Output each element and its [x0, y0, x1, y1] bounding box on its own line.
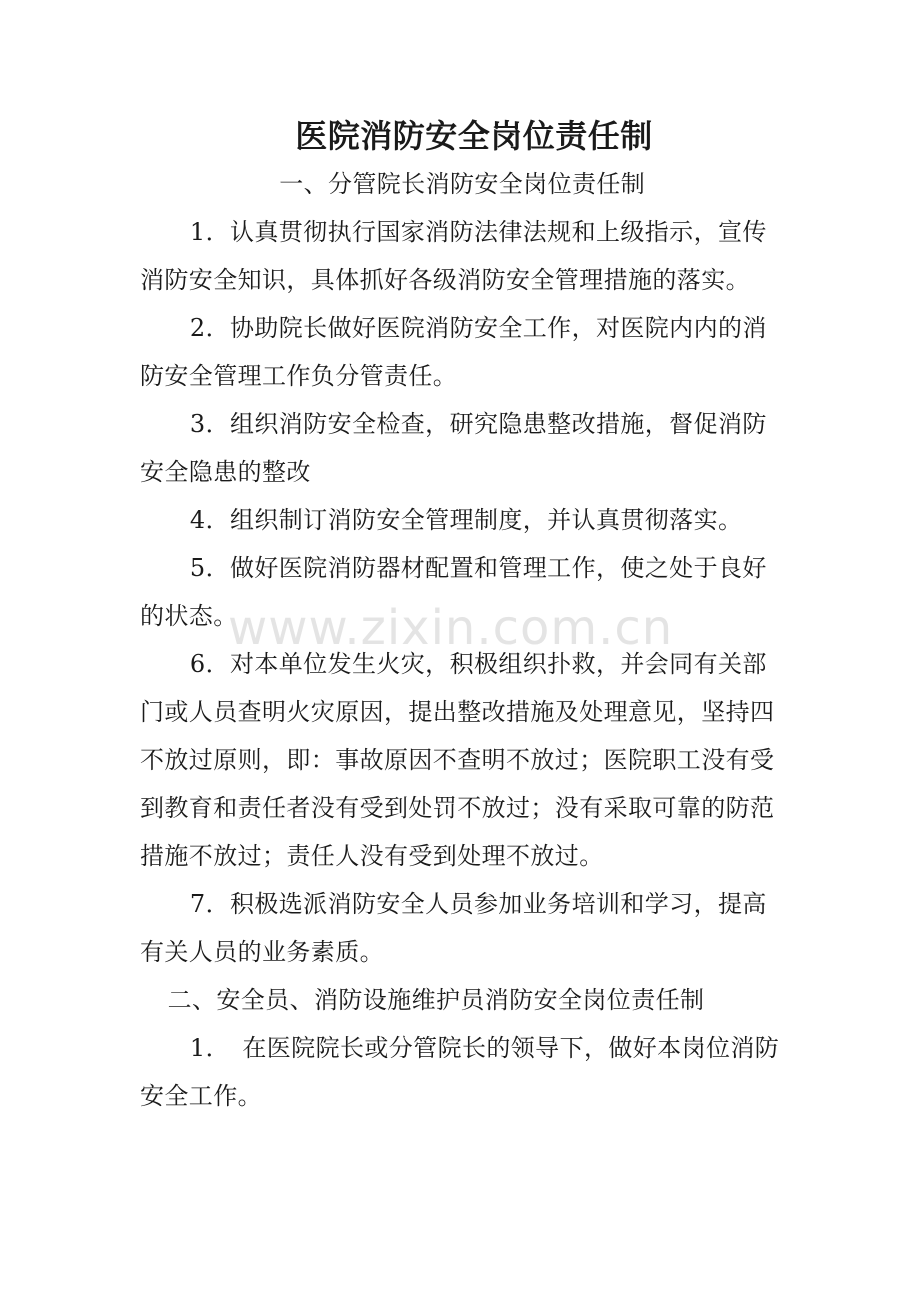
paragraph-3: 3．组织消防安全检查，研究隐患整改措施，督促消防安全隐患的整改 — [140, 410, 767, 486]
paragraph-2: 2．协助院长做好医院消防安全工作，对医院内内的消防安全管理工作负分管责任。 — [140, 314, 767, 390]
paragraph-1: 1．认真贯彻执行国家消防法律法规和上级指示，宣传消防安全知识，具体抓好各级消防安全管理措施的落实。 — [140, 218, 767, 294]
paragraph-8: 1． 在医院院长或分管院长的领导下，做好本岗位消防安全工作。 — [140, 1034, 780, 1110]
paragraph-4: 4．组织制订消防安全管理制度，并认真贯彻落实。 — [189, 506, 743, 534]
document-title: 医院消防安全岗位责任制 — [295, 117, 653, 155]
paragraph-7: 7．积极选派消防安全人员参加业务培训和学习，提高有关人员的业务素质。 — [140, 890, 767, 966]
paragraph-6: 6．对本单位发生火灾，积极组织扑救，并会同有关部门或人员查明火灾原因，提出整改措施及处理意见，坚持四不放过原则，即：事故原因不查明不放过；医院职工没有受到教育和责任者没有受到处罚不放过；没有采取可靠的防范措施不放过；责任人没有受到处理不放过。 — [140, 650, 775, 870]
section-heading-2: 二、安全员、消防设施维护员消防安全岗位责任制 — [167, 986, 705, 1014]
paragraph-5: 5．做好医院消防器材配置和管理工作，使之处于良好的状态。 — [140, 554, 767, 630]
section-heading-1: 一、分管院长消防安全岗位责任制 — [279, 170, 646, 198]
watermark: www.zixin.com.cn — [228, 600, 674, 656]
